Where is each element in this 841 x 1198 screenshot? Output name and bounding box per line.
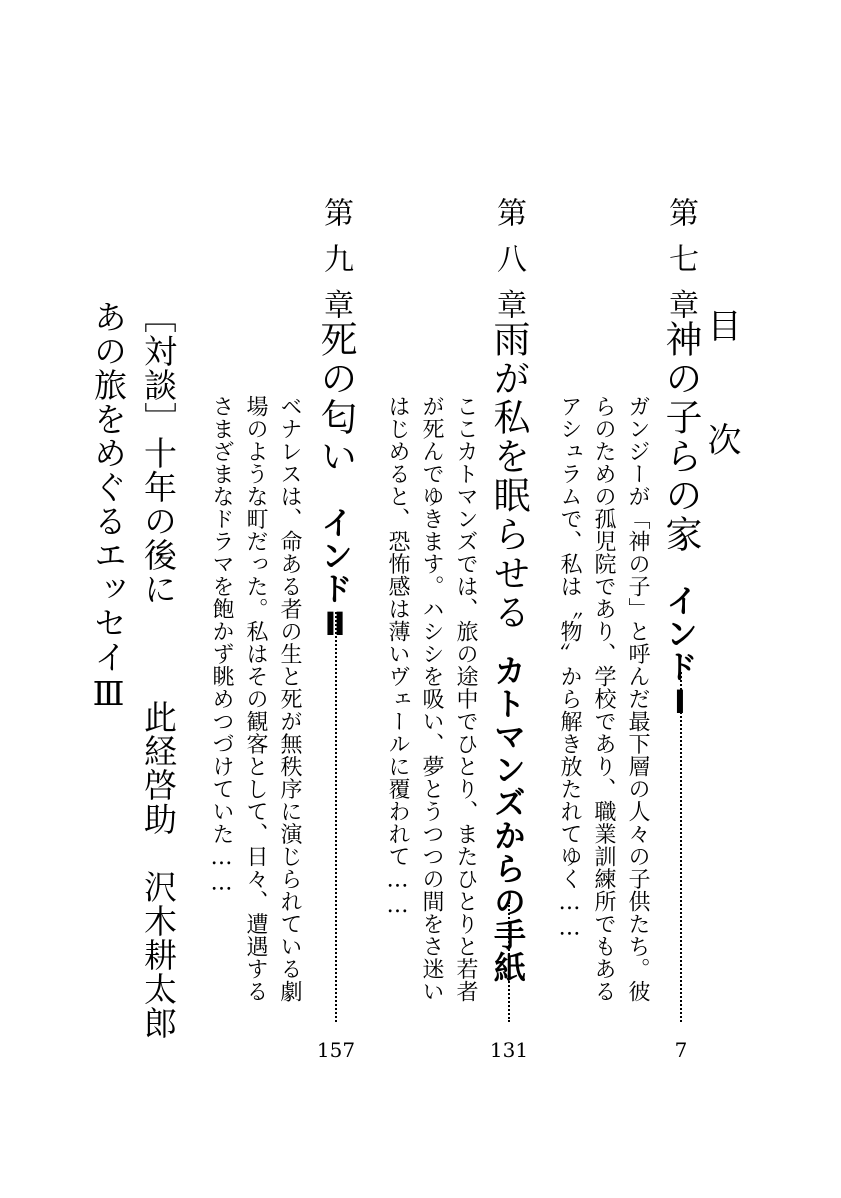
summary-line: さまざまなドラマを飽かず眺めつづけていた…… [209,395,234,896]
chapter-summary [198,395,300,1003]
chapter-label: 第九章 [318,197,353,335]
summary-line: ガンジーが「神の子」と呼んだ最下層の人々の子供たち。彼 [625,395,650,1003]
chapter-title [314,320,357,644]
chapter-subtitle: インドⅠ [661,584,699,722]
summary-line: ベナレスは、命ある者の生と死が無秩序に演じられている劇 [277,395,302,1003]
leader-dots [680,672,682,1022]
chapter-subtitle: カトマンズからの手紙 [489,654,527,984]
leader-dots [508,902,510,1022]
chapter-subtitle: インドⅡ [316,506,354,644]
summary-line: 場のような町だった。私はその観客として、日々、遭遇する [243,395,268,1003]
chapter-title [487,320,530,984]
summary-line: はじめると、恐怖感は薄いヴェールに覆われて…… [385,395,410,919]
toc-heading: 目 次 [701,308,741,476]
chapter-title-text: 死の匂い [314,320,357,476]
chapter-label: 第七章 [663,197,698,335]
taidan-title: ［対談］十年の後に [139,300,178,606]
chapter-summary [374,395,476,1003]
taidan-authors: 此経啓助 沢木耕太郎 [139,700,178,1040]
page-number: 131 [489,1038,529,1062]
chapter-title [659,320,702,722]
chapter-summary [546,395,648,1003]
page-number: 157 [316,1038,356,1062]
summary-line: が死んでゆきます。ハシシを吸い、夢とうつつの間をさ迷い [419,395,444,1003]
chapter-title-text: 神の子らの家 [659,320,702,554]
summary-line: ここカトマンズでは、旅の途中でひとり、またひとりと若者 [453,395,478,1003]
chapter-title-text: 雨が私を眠らせる [487,320,530,632]
summary-line: アシュラムで、私は〝物〟から解き放たれてゆく…… [557,395,582,941]
page-number: 7 [674,1038,688,1062]
summary-line: らのための孤児院であり、学校であり、職業訓練所でもある [591,395,616,1003]
essay-title: あの旅をめぐるエッセイⅢ [89,300,128,714]
leader-dots [335,612,337,1022]
chapter-label: 第八章 [491,197,526,335]
